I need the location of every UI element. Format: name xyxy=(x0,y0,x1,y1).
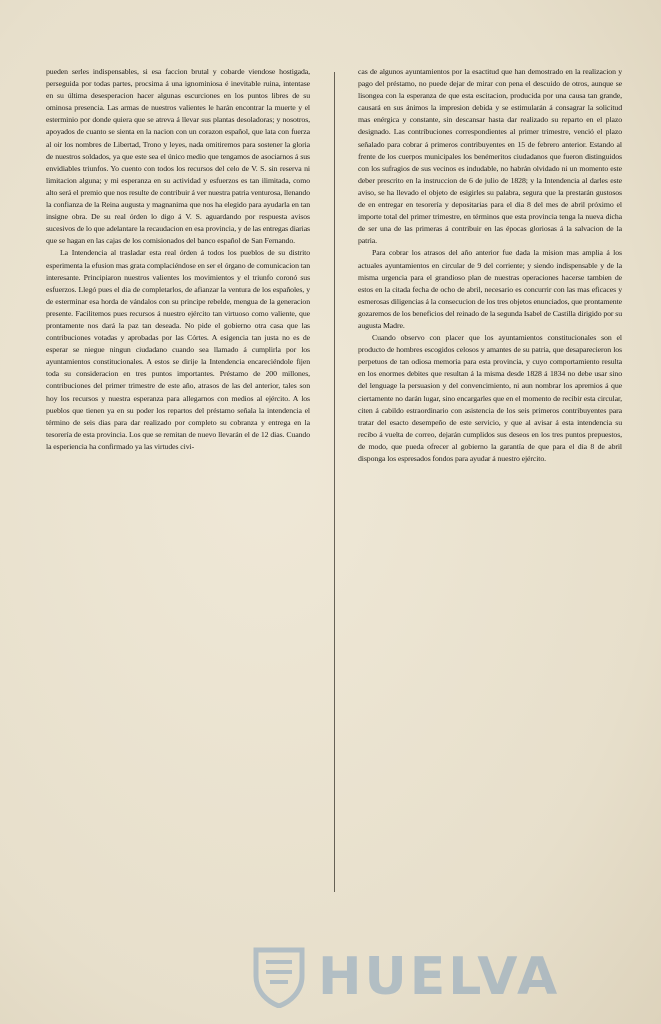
paragraph: Para cobrar los atrasos del año anterior fue dada la mision mas amplia á los actuales ayuntamientos en circular de 9 del corriente; y siendo indispensable y de la misma urgencia para el grandioso plan de nuestras operaciones hacerse tambien de estos en la citada fecha de ocho de abril, necesario es concurrir con las mas eficaces y esmerosas diligencias á la consecucion de los tres objetos enunciados, que prontamente gozaremos de los beneficios del reinado de la segunda Isabel de Castilla dirigido por su augusta Madre. xyxy=(358,248,622,330)
column-divider xyxy=(334,72,335,892)
paragraph: Cuando observo con placer que los ayuntamientos constitucionales son el producto de hombres escogidos celosos y amantes de su patria, que desaparecieron los perpetuos de tan odiosa memoria para esta provincia, y cuyo comportamiento resulta en los enormes debites que resultan á la misma desde 1828 á 1834 no debe usar sino del lenguage la persuasion y del convencimiento, ni aun nombrar los apremios á que ciertamente no darán lugar, sino encargarles que en el momento de recibir esta circular, citen á cabildo estraordinario con asistencia de los seis primeros contribuyentes para tratar del esacto desempeño de este servicio, y que al avisar á esta intendencia su recibo á vuelta de correo, dejarán cumplidos sus deseos en los tres puntos prepuestos, de modo, que pueda ofrecer al gobierno la garantía de que para el dia 8 de abril disponga los espresados fondos para ayudar á nuestro ejército. xyxy=(358,333,622,463)
right-column xyxy=(358,66,622,966)
left-column xyxy=(46,66,310,966)
paragraph: pueden serles indispensables, si esa faccion brutal y cobarde viendose hostigada, perseguida por todas partes, procsima á una ignominiosa é inevitable ruina, intentase en su última desesperacion hacer algunas escurciones en los puntos libres de su ominosa presencia. Las armas de nuestros valientes le harán encontrar la muerte y el esterminio por donde quiera que se atreva á llevar sus plantas desoladoras; y nosotros, apoyados de cuanto se sienta en la nacion con un corazon español, que lata con fuerza al oir los nombres de Libertad, Trono y leyes, nada omitiremos para sostener la gloria de nuestros soldados, ya que este sea el único medio que tengamos de asociarnos á sus envidiables triunfos. Yo cuento con todos los recursos del celo de V. S. sin reserva ni limitacion alguna; y mi esperanza en su actividad y esfuerzos es tan ilimitada, como alto será el premio que nos resulte de contribuir á ver nuestra patria venturosa, llenando la confianza de la Reina augusta y magnanima que nos ha elegido para ayudarla en tan insigne obra. De su real órden lo digo á V. S. aguardando por respuesta avisos sucesivos de lo que adelantare la recaudacion en esa provincia, y de las entregas diarias que se hagan en las cajas de los comisionados del banco español de San Fernando. xyxy=(46,67,310,246)
paragraph: cas de algunos ayuntamientos por la esactitud que han demostrado en la realizacion y pago del préstamo, no puede dejar de mirar con pena el descuido de otros, aunque se lisongea con la esperanza de que esta escitacion, producida por una causa tan grande, causará en sus ánimos la impresion debida y se estimularán á consagrar la solicitud mas enérgica y constante, sin descansar hasta dar realizado su reparto en el plazo designado. Las contribuciones correspondientes al primer trimestre, venció el plazo señalado para cobrar á primeros contribuyentes en 15 de febrero anterior. Estando al frente de los cuerpos municipales los benémeritos ciudadanos que fueron distinguidos con los sufragios de sus vecinos es indudable, no habrán olvidado ni un momento este deber prescrito en la instruccion de 6 de julio de 1828; y la Intendencia al darles este aviso, se ha llevado el objeto de esigirles su palabra, segura que la prestarán gustosos de en entregar en tesorería y depositarias para el dia 8 del mes de abril próximo el importe total del primer trimestre, en términos que esta provincia tenga la nueva dicha de ser una de las primeras á contribuir en las épocas gloriosas á la salvacion de la patria. xyxy=(358,67,622,246)
paragraph: La Intendencia al trasladar esta real órden á todos los pueblos de su distrito esperimenta la efusion mas grata complaciéndose en ser el órgano de comunicacion tan interesante. Principiaron nuestros valientes los movimientos y el triunfo coronó sus esfuerzos. Llegó pues el dia de completarlos, de afianzar la ventura de los españoles, y de esterminar esa horda de vándalos con su principe rebelde, mengua de la generacion presente. Facilitemos pues recursos á nuestro ejército tan virtuoso como valiente, que prontamente nos dará la paz tan deseada. No pide el gobierno otra casa que las contribuciones votadas y aprobadas por las Córtes. A esigencia tan justa no es de esperar se niegue ningun ciudadano cuando sea llamado á cumplirla por los ayuntamientos constitucionales. A estos se dirije la Intendencia encareciéndole fijen toda su consideracion en tres puntos importantes. Préstamo de 200 millones, contribuciones del primer trimestre de este año, atrasos de las del anterior, tales son hoy los recursos y nuestra esperanza para allegarnos con medios al ejército. A los pueblos que tienen ya en su poder los repartos del préstamo señala la intendencia el término de seis dias para dar realizado por completo su cobranza y entrega en la tesorería de esta provincia. Los que se remitan de nuevo llevarán el de 12 dias. Cuando la esperiencia ha confirmado ya las virtudes civi- xyxy=(46,248,310,451)
watermark xyxy=(252,942,622,1012)
shield-crest-icon xyxy=(252,946,306,1008)
watermark-text: HUELVA xyxy=(318,947,561,1007)
text-columns xyxy=(46,66,622,966)
